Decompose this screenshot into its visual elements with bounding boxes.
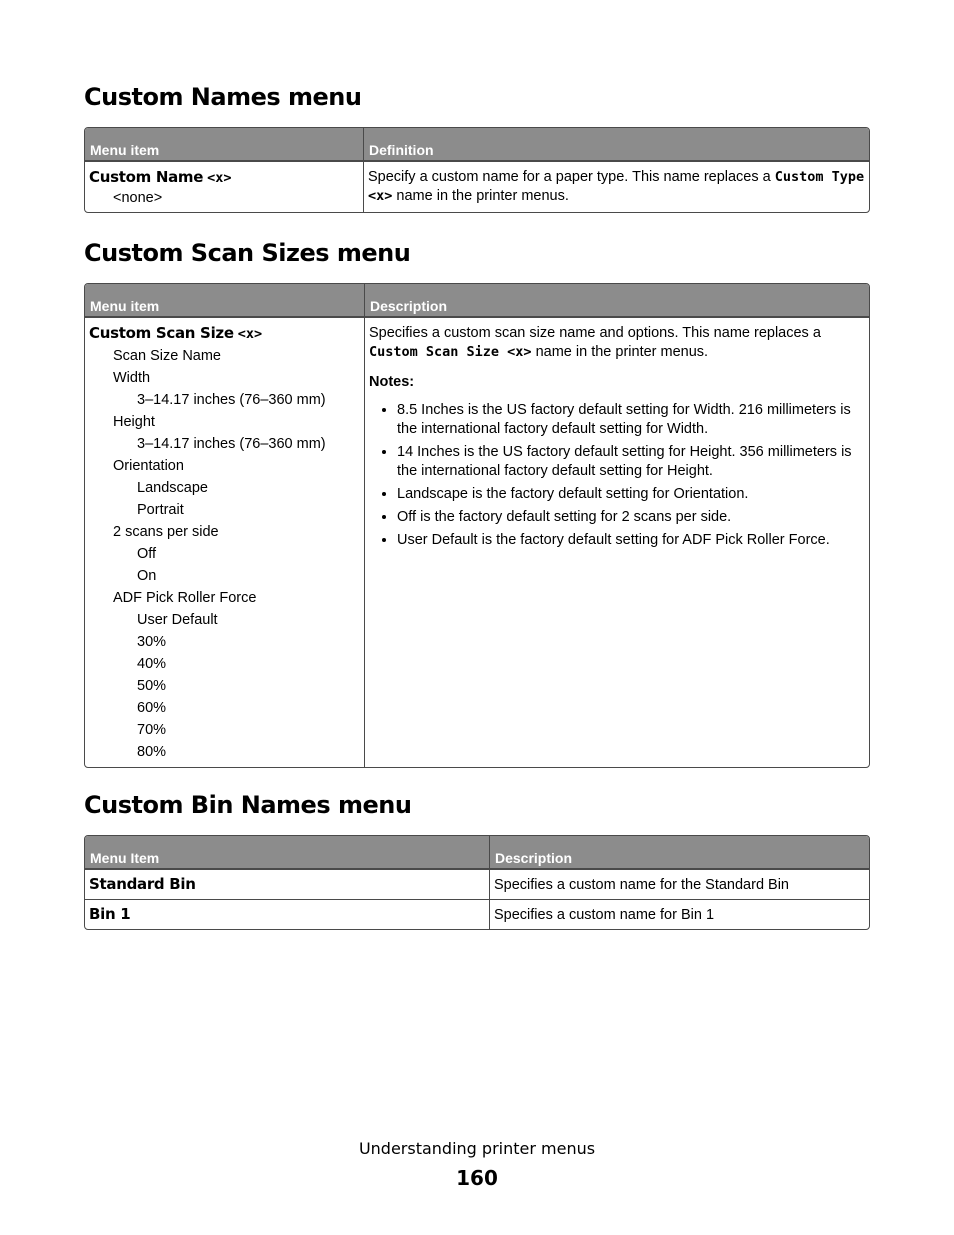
description-paragraph — [369, 324, 865, 362]
description-cell — [489, 869, 869, 899]
menu-option: On — [137, 568, 157, 584]
menu-item-title: Custom Name — [89, 168, 204, 186]
menu-option: 30% — [137, 634, 167, 650]
menu-option: Height — [113, 414, 155, 430]
notes-label: Notes: — [369, 374, 415, 390]
custom-scan-sizes-table — [84, 283, 870, 768]
custom-bin-names-table — [84, 835, 870, 930]
bin-item-name: Standard Bin — [89, 875, 196, 893]
section-heading-custom-bin-names: Custom Bin Names menu — [84, 791, 412, 819]
menu-item-cell — [85, 899, 489, 929]
menu-option: Orientation — [113, 458, 184, 474]
definition-text-end: name in the printer menus. — [392, 188, 569, 204]
description-text: Specifies a custom scan size name and options. This name replaces a — [369, 325, 821, 341]
menu-item-cell — [85, 869, 489, 899]
notes-list — [369, 401, 865, 550]
custom-names-table — [84, 127, 870, 213]
column-header-definition: Definition — [363, 128, 869, 161]
menu-option: Portrait — [137, 502, 184, 518]
section-heading-custom-names: Custom Names menu — [84, 83, 362, 111]
menu-option: Off — [137, 546, 157, 562]
column-header-menu-item: Menu Item — [85, 836, 489, 869]
note-item: • 14 Inches is the US factory default setting for Height. 356 millimeters is the international factory default setting for Height. — [397, 443, 865, 481]
menu-option: 3–14.17 inches (76–360 mm) — [137, 392, 326, 408]
definition-cell — [363, 161, 869, 212]
definition-code: Custom Type <x> — [368, 169, 865, 204]
description-code: Custom Scan Size <x> — [369, 344, 532, 360]
definition-text: Specify a custom name for a paper type. This name replaces a — [368, 169, 775, 185]
description-text-end: name in the printer menus. — [531, 344, 709, 360]
description-cell — [364, 317, 869, 767]
bin-item-name: Bin 1 — [89, 905, 131, 923]
menu-option: 60% — [137, 700, 167, 716]
footer-section-title: Understanding printer menus — [358, 1139, 596, 1158]
table-row — [85, 161, 869, 212]
note-item: • Off is the factory default setting for 2 scans per side. — [397, 508, 865, 527]
menu-options-list — [89, 345, 360, 763]
column-header-menu-item: Menu item — [85, 284, 364, 317]
menu-option: Landscape — [137, 480, 208, 496]
menu-option: 70% — [137, 722, 167, 738]
page-number: 160 — [456, 1166, 498, 1190]
menu-item-option: <none> — [113, 190, 163, 206]
note-item: • Landscape is the factory default setting for Orientation. — [397, 485, 865, 504]
table-row — [85, 869, 869, 899]
description-cell — [489, 899, 869, 929]
menu-item-code: <x> — [207, 170, 232, 186]
menu-option: Scan Size Name — [113, 348, 221, 364]
menu-option: ADF Pick Roller Force — [113, 590, 257, 606]
menu-item-cell — [85, 317, 364, 767]
menu-option: 3–14.17 inches (76–360 mm) — [137, 436, 326, 452]
column-header-description: Description — [489, 836, 869, 869]
section-heading-custom-scan-sizes: Custom Scan Sizes menu — [84, 239, 411, 267]
menu-option: Width — [113, 370, 151, 386]
menu-option: User Default — [137, 612, 218, 628]
menu-item-code: <x> — [237, 326, 263, 342]
menu-option: 50% — [137, 678, 167, 694]
note-item: • 8.5 Inches is the US factory default setting for Width. 216 millimeters is the international factory default setting for Width. — [397, 401, 865, 439]
menu-option: 80% — [137, 744, 167, 760]
menu-option: 2 scans per side — [113, 524, 219, 540]
menu-item-cell — [85, 161, 363, 212]
menu-option: 40% — [137, 656, 167, 672]
note-item: • User Default is the factory default setting for ADF Pick Roller Force. — [397, 531, 865, 550]
menu-item-title: Custom Scan Size — [89, 324, 234, 342]
column-header-menu-item: Menu item — [85, 128, 363, 161]
table-row — [85, 899, 869, 929]
column-header-description: Description — [364, 284, 869, 317]
table-row — [85, 317, 869, 767]
bin-item-description: Specifies a custom name for the Standard Bin — [494, 877, 789, 893]
bin-item-description: Specifies a custom name for Bin 1 — [494, 907, 715, 923]
